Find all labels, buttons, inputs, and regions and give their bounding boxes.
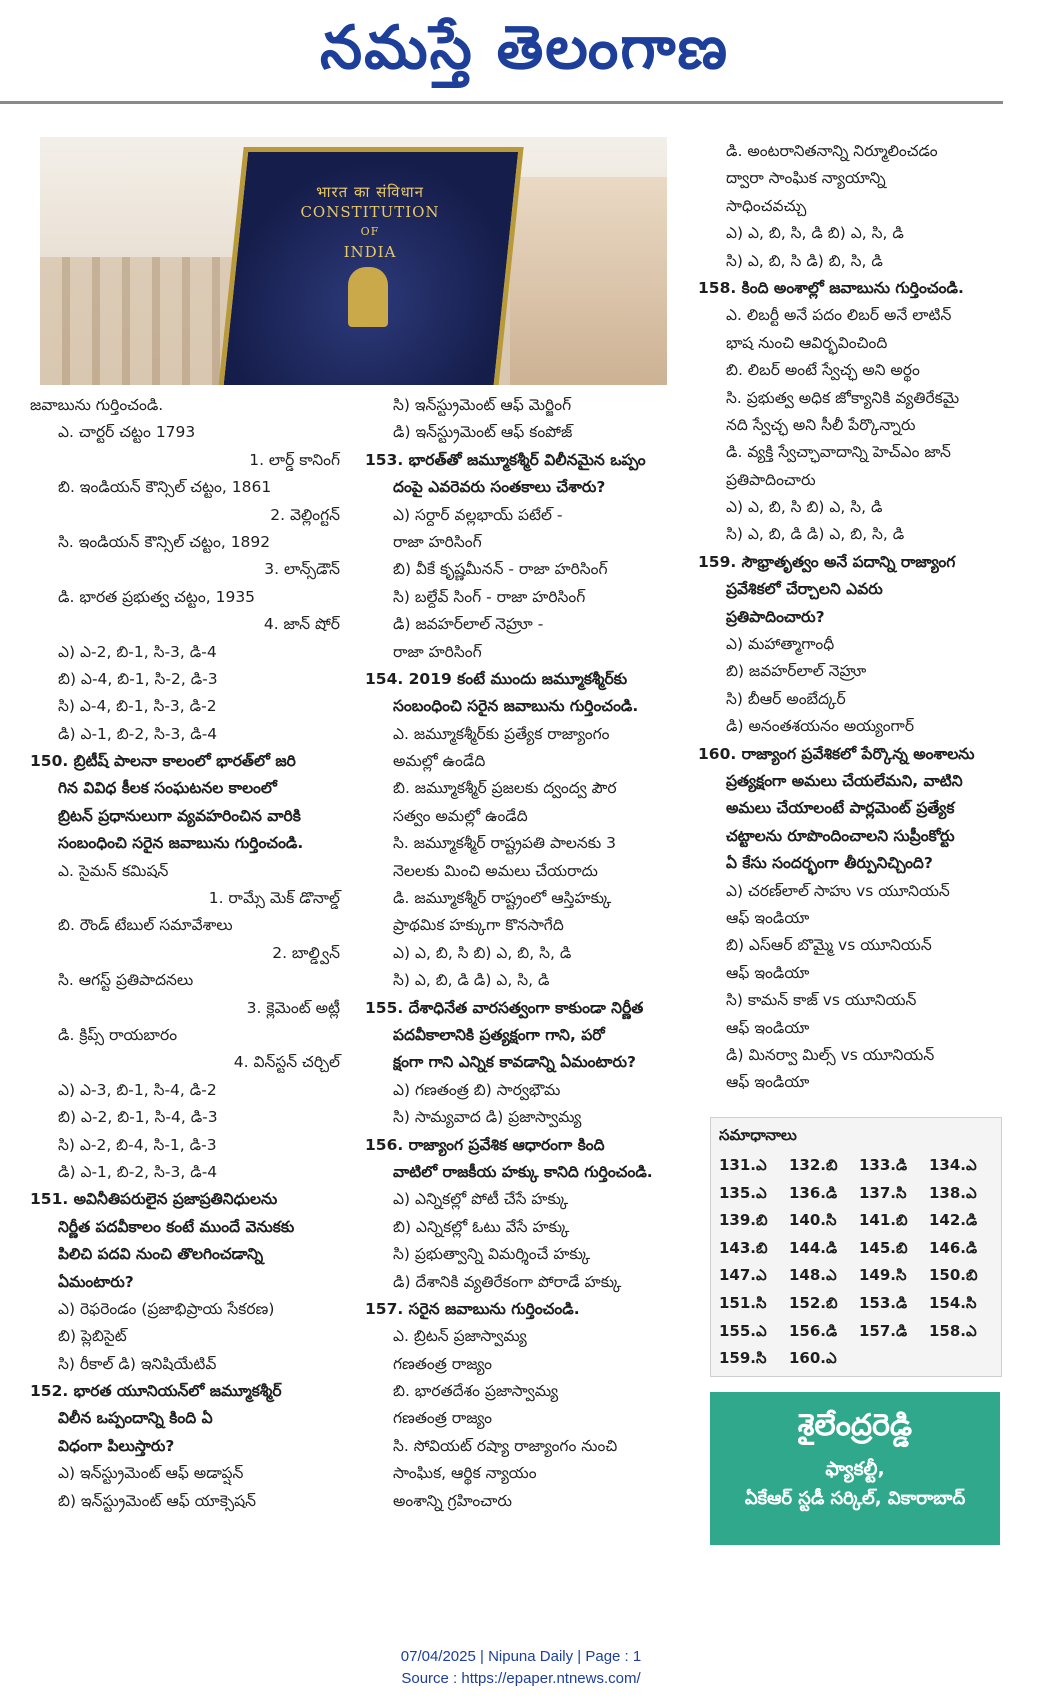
answer-cell: 150.బి (929, 1266, 978, 1285)
answer-cell: 132.బి (789, 1156, 838, 1174)
col1-text-line: సి) ఎ-2, బి-4, సి-1, డి-3 (58, 1135, 217, 1154)
col2-text-line: డి) దేశానికి వ్యతిరేకంగా పోరాడే హక్కు (393, 1272, 622, 1291)
answers-row (719, 1266, 999, 1294)
answer-cell: 139.బి (719, 1211, 768, 1230)
col2-text-line: క్షంగా గాని ఎన్నిక కావడాన్ని ఏమంటారు? (393, 1053, 637, 1072)
book-line-of: OF (360, 225, 380, 238)
masthead-divider (0, 101, 1003, 104)
col1-text-line: ఎ) ఎ-2, బి-1, సి-3, డి-4 (58, 642, 217, 661)
answer-cell: 145.బి (859, 1238, 908, 1257)
col1-text-line: ఏమంటారు? (58, 1272, 134, 1291)
column-3 (698, 138, 1003, 1097)
answers-row (719, 1349, 999, 1377)
col2-text-line: ఎ. జమ్మూకశ్మీర్‌కు ప్రత్యేక రాజ్యాంగం (393, 724, 610, 743)
footer-date-line: 07/04/2025 | Nipuna Daily | Page : 1 (400, 1648, 642, 1665)
parliament-building (510, 177, 667, 385)
answer-cell: 143.బి (719, 1238, 768, 1257)
column-2 (365, 392, 670, 1515)
answer-cell: 147.ఎ (719, 1266, 767, 1285)
col3-text-line: ప్రతిపాదించారు (726, 470, 816, 489)
col1-text-line: ఎ) ఎ-3, బి-1, సి-4, డి-2 (58, 1080, 217, 1099)
constitution-photo (40, 137, 667, 385)
col1-text-line: బి. రౌండ్ టేబుల్ సమావేశాలు (58, 916, 233, 935)
col2-text-line: 157. సరైన జవాబును గుర్తించండి. (365, 1299, 580, 1318)
author-role: ఫ్యాకల్టీ, (825, 1458, 885, 1480)
col1-text-line: విధంగా పిలుస్తారు? (58, 1436, 175, 1455)
col1-text-line: పిలిచి పదవి నుంచి తొలగించడాన్ని (58, 1245, 264, 1264)
col2-text-line: ఎ) ఎన్నికల్లో పోటీ చేసే హక్కు (393, 1190, 569, 1209)
answer-cell: 135.ఎ (719, 1183, 767, 1202)
col1-text-line: డి) ఎ-1, బి-2, సి-3, డి-4 (58, 724, 218, 743)
answer-cell: 149.సి (859, 1266, 907, 1285)
col2-text-line: 154. 2019 కంటే ముందు జమ్మూకశ్మీర్‌కు (365, 669, 628, 688)
col1-text-line: సంబంధించి సరైన జవాబును గుర్తించండి. (58, 834, 304, 853)
col1-text-line: 150. బ్రిటీష్ పాలనా కాలంలో భారత్‌లో జరి (30, 752, 296, 771)
col1-text-line: ఎ) రెఫరెండం (ప్రజాభిప్రాయ సేకరణ) (58, 1299, 275, 1318)
col3-text-line: చట్టాలను రూపొందించాలని సుప్రీంకోర్టు (726, 826, 955, 845)
col2-text-line: డి) జవహర్‌లాల్ నెహ్రూ - (393, 615, 544, 634)
answer-cell: 160.ఎ (789, 1349, 837, 1368)
col3-text-line: ప్రతిపాదించారు? (726, 607, 825, 626)
col3-text-line: ఎ. లిబర్టీ అనే పదం లిబర్ అనే లాటిన్ (726, 306, 952, 325)
col1-text-line: 3. లాన్స్‌డౌన్ (264, 560, 340, 579)
col3-text-line: ఆఫ్ ఇండియా (726, 963, 810, 982)
col3-text-line: ఆఫ్ ఇండియా (726, 908, 810, 927)
answer-cell: 159.సి (719, 1349, 767, 1368)
col3-text-line: ఎ) ఎ, బి, సి, డి బి) ఎ, సి, డి (726, 224, 904, 243)
answer-cell: 136.డి (789, 1183, 838, 1202)
answer-cell: 157.డి (859, 1321, 908, 1340)
col3-text-line: నది స్వేచ్ఛ అని సీలీ పేర్కొన్నారు (726, 415, 916, 434)
col2-text-line: సి) బల్దేవ్ సింగ్ - రాజా హరిసింగ్ (393, 587, 586, 606)
answers-row (719, 1156, 999, 1184)
col3-text-line: ఎ) ఎ, బి, సి బి) ఎ, సి, డి (726, 498, 883, 517)
col2-text-line: సి) ప్రభుత్వాన్ని విమర్శించే హక్కు (393, 1245, 591, 1264)
col2-text-line: ఎ) సర్దార్ వల్లభాయ్ పటేల్ - (393, 505, 563, 524)
col1-text-line: బి. ఇండియన్ కౌన్సిల్ చట్టం, 1861 (58, 478, 272, 497)
answer-cell: 154.సి (929, 1293, 977, 1312)
answer-cell: 133.డి (859, 1156, 908, 1174)
col1-text-line: జవాబును గుర్తించండి. (30, 396, 164, 414)
col3-text-line: సి) బీఆర్ అంబేద్కర్ (726, 689, 846, 708)
col1-text-line: గిన వివిధ కీలక సంఘటనల కాలంలో (58, 779, 277, 798)
col2-text-line: సంబంధించి సరైన జవాబును గుర్తించండి. (393, 697, 639, 716)
col3-text-line: బి) జవహర్‌లాల్ నెహ్రూ (726, 662, 867, 681)
col3-text-line: ద్వారా సాంఘిక న్యాయాన్ని (726, 169, 886, 188)
col2-text-line: సి. జమ్మూకశ్మీర్ రాష్ట్రపతి పాలనకు 3 (393, 834, 617, 853)
col3-text-line: డి. అంటరానితనాన్ని నిర్మూలించడం (726, 142, 938, 160)
book-line-hindi: भारत का संविधान (316, 183, 424, 201)
col1-text-line: డి. భారత ప్రభుత్వ చట్టం, 1935 (58, 587, 256, 606)
answer-cell: 153.డి (859, 1293, 908, 1312)
col1-text-line: బి) ఎ-4, బి-1, సి-2, డి-3 (58, 669, 218, 688)
answer-cell: 141.బి (859, 1211, 908, 1230)
answers-row (719, 1184, 999, 1212)
col3-text-line: సి) ఎ, బి, సి డి) బి, సి, డి (726, 251, 883, 270)
book-line-constitution: CONSTITUTION (300, 203, 440, 221)
answers-row (719, 1211, 999, 1239)
answers-grid (719, 1156, 999, 1377)
col1-text-line: సి) రీకాల్ డి) ఇనిషియేటివ్ (58, 1354, 217, 1373)
col3-text-line: సి) ఎ, బి, డి డి) ఎ, బి, సి, డి (726, 525, 905, 544)
col2-text-line: బి) ఎన్నికల్లో ఓటు వేసే హక్కు (393, 1217, 570, 1236)
col2-text-line: డి. జమ్మూకశ్మీర్ రాష్ట్రంలో ఆస్తిహక్కు (393, 889, 612, 908)
col3-text-line: 158. కింది అంశాల్లో జవాబును గుర్తించండి. (698, 278, 964, 297)
answer-cell: 155.ఎ (719, 1321, 767, 1340)
col1-text-line: డి. క్రిప్స్ రాయబారం (58, 1025, 178, 1044)
col2-text-line: డి) ఇన్‌స్ట్రుమెంట్ ఆఫ్ కంపోజ్ (393, 423, 573, 442)
answer-cell: 142.డి (929, 1211, 978, 1230)
book-cover-text (270, 182, 470, 262)
col2-text-line: 156. రాజ్యాంగ ప్రవేశిక ఆధారంగా కింది (365, 1135, 605, 1154)
col2-text-line: బి) వీకే కృష్ణమీనన్ - రాజా హరిసింగ్ (393, 560, 608, 579)
col2-text-line: నెలలకు మించి అమలు చేయరాదు (393, 861, 598, 880)
col1-text-line: 1. రామ్సే మెక్ డొనాల్డ్ (208, 889, 340, 908)
col2-text-line: ప్రాథమిక హక్కుగా కొనసాగేది (393, 916, 564, 935)
col1-text-line: విలీన ఒప్పందాన్ని కింది ఏ (58, 1409, 213, 1428)
col2-text-line: ఎ) గణతంత్ర బి) సార్వభౌమ (393, 1080, 561, 1099)
national-emblem-icon (348, 267, 388, 327)
col1-text-line: 1. లార్డ్ కానింగ్ (249, 450, 340, 469)
col3-text-line: ఎ) చరణ్‌లాల్ సాహు vs యూనియన్ (726, 881, 950, 900)
col2-text-line: 155. దేశాధినేత వారసత్వంగా కాకుండా నిర్ణీత (365, 998, 644, 1017)
col3-text-line: ఎ) మహాత్మాగాంధీ (726, 635, 835, 654)
col1-text-line: 4. జాన్ షోర్ (263, 615, 340, 634)
col2-text-line: రాజా హరిసింగ్ (393, 642, 482, 661)
col3-text-line: ఏ కేసు సందర్భంగా తీర్పునిచ్చింది? (726, 854, 933, 873)
col1-text-line: ఎ. సైమన్ కమిషన్ (58, 861, 169, 880)
answer-cell: 151.సి (719, 1293, 767, 1312)
page-footer (0, 1646, 1042, 1690)
col1-text-line: నిర్ణీత పదవీకాలం కంటే ముందే వెనుకకు (58, 1217, 295, 1236)
col2-text-line: సత్వం అమల్లో ఉండేది (393, 806, 528, 825)
answers-row (719, 1294, 999, 1322)
answers-row (719, 1239, 999, 1267)
col1-text-line: ఎ. చార్టర్ చట్టం 1793 (58, 423, 196, 442)
col2-text-line: అంశాన్ని గ్రహించారు (393, 1491, 512, 1510)
col2-text-line: వాటిలో రాజకీయ హక్కు కానిది గుర్తించండి. (393, 1162, 653, 1181)
answer-cell: 146.డి (929, 1238, 978, 1257)
masthead (0, 0, 1042, 105)
col2-text-line: ఎ) ఎ, బి, సి బి) ఎ, బి, సి, డి (393, 943, 572, 962)
col2-text-line: రాజా హరిసింగ్ (393, 532, 482, 551)
col3-text-line: 159. సౌభ్రాతృత్వం అనే పదాన్ని రాజ్యాంగ (698, 552, 956, 571)
col1-text-line: బి) ఎ-2, బి-1, సి-4, డి-3 (58, 1108, 218, 1127)
col2-text-line: సి) ఎ, బి, డి డి) ఎ, సి, డి (393, 971, 550, 990)
column-1 (30, 392, 340, 1515)
col1-text-line: 2. వెల్లింగ్టన్ (270, 505, 340, 524)
col1-text-line: 152. భారత యూనియన్‌లో జమ్మూకశ్మీర్ (30, 1382, 282, 1401)
col2-text-line: సి. సోవియట్ రష్యా రాజ్యాంగం నుంచి (393, 1436, 618, 1455)
col2-text-line: సి) సామ్యవాద డి) ప్రజాస్వామ్య (393, 1108, 582, 1127)
col1-text-line: సి. ఇండియన్ కౌన్సిల్ చట్టం, 1892 (58, 532, 271, 551)
col3-text-line: భాష నుంచి ఆవిర్భవించింది (726, 333, 888, 352)
col3-text-line: ఆఫ్ ఇండియా (726, 1073, 810, 1092)
answers-row (719, 1322, 999, 1350)
answer-cell: 137.సి (859, 1183, 907, 1202)
col1-text-line: బ్రిటన్ ప్రధానులుగా వ్యవహరించిన వారికి (58, 806, 301, 825)
col1-text-line: బి) ఇన్‌స్ట్రుమెంట్ ఆఫ్ యాక్సెషన్ (58, 1491, 257, 1510)
col3-text-line: బి) ఎస్ఆర్ బొమ్మై vs యూనియన్ (726, 936, 932, 955)
answer-cell: 138.ఎ (929, 1183, 977, 1202)
col3-text-line: సాధించవచ్చు (726, 196, 807, 215)
answers-heading: సమాధానాలు (719, 1126, 797, 1144)
col2-text-line: అమల్లో ఉండేది (393, 752, 486, 771)
col3-text-line: ఆఫ్ ఇండియా (726, 1018, 810, 1037)
book-line-india: INDIA (343, 243, 397, 261)
col1-text-line: 151. అవినీతిపరులైన ప్రజాప్రతినిధులను (30, 1190, 278, 1209)
col3-text-line: సి) కామన్ కాజ్ vs యూనియన్ (726, 991, 917, 1010)
answer-cell: 140.సి (789, 1211, 837, 1230)
col3-text-line: డి) అనంతశయనం అయ్యంగార్ (726, 717, 915, 736)
col1-text-line: ఎ) ఇన్‌స్ట్రుమెంట్ ఆఫ్ అడాప్షన్ (58, 1464, 244, 1483)
footer-source-line: Source : https://epaper.ntnews.com/ (401, 1670, 641, 1687)
answer-cell: 152.బి (789, 1293, 838, 1312)
col2-text-line: ఎ. బ్రిటన్ ప్రజాస్వామ్య (393, 1327, 527, 1346)
col3-text-line: సి. ప్రభుత్వ అధిక జోక్యానికి వ్యతిరేకమై (726, 388, 960, 407)
col2-text-line: బి. భారతదేశం ప్రజాస్వామ్య (393, 1382, 559, 1401)
col2-text-line: గణతంత్ర రాజ్యం (393, 1409, 492, 1428)
author-org: ఏకేఆర్ స్టడీ సర్కిల్, వికారాబాద్ (744, 1488, 966, 1509)
col1-text-line: సి) ఎ-4, బి-1, సి-3, డి-2 (58, 697, 217, 716)
answer-cell: 156.డి (789, 1321, 838, 1340)
answers-box (710, 1117, 1002, 1377)
newspaper-title: నమస్తే తెలంగాణ (320, 13, 730, 83)
col2-text-line: 153. భారత్‌తో జమ్మూకశ్మీర్ విలీనమైన ఒప్పం (365, 450, 646, 469)
col3-text-line: అమలు చేయాలంటే పార్లమెంట్ ప్రత్యేక (726, 799, 955, 818)
col3-text-line: ప్రవేశికలో చేర్చాలని ఎవరు (726, 580, 883, 599)
answer-cell: 134.ఎ (929, 1156, 977, 1174)
col1-text-line: 2. బాల్డ్విన్ (272, 943, 340, 962)
col2-text-line: సి) ఇన్‌స్ట్రుమెంట్ ఆఫ్ మెర్జింగ్ (393, 396, 572, 414)
col1-text-line: బి) ప్లెబిసైట్ (58, 1327, 127, 1346)
col1-text-line: డి) ఎ-1, బి-2, సి-3, డి-4 (58, 1162, 218, 1181)
author-box (710, 1392, 1000, 1545)
col1-text-line: 4. విన్‌స్టన్ చర్చిల్ (233, 1053, 340, 1072)
col2-text-line: బి. జమ్మూకశ్మీర్ ప్రజలకు ద్వంద్వ పౌర (393, 779, 617, 798)
col2-text-line: సాంఘిక, ఆర్థిక న్యాయం (393, 1464, 537, 1483)
col3-text-line: 160. రాజ్యాంగ ప్రవేశికలో పేర్కొన్న అంశాలను (698, 744, 975, 763)
col1-text-line: సి. ఆగస్ట్ ప్రతిపాదనలు (58, 971, 194, 990)
answer-cell: 148.ఎ (789, 1266, 837, 1285)
col2-text-line: పదవీకాలానికి ప్రత్యక్షంగా గాని, పరో (393, 1025, 605, 1044)
author-name: శైలేంద్రరెడ్డి (797, 1408, 913, 1443)
col3-text-line: బి. లిబర్ అంటే స్వేచ్ఛ అని అర్థం (726, 361, 920, 380)
col2-text-line: దంపై ఎవరెవరు సంతకాలు చేశారు? (393, 478, 606, 497)
col3-text-line: డి. వ్యక్తి స్వేచ్ఛావాదాన్ని హెచ్ఎం జాన్ (726, 443, 951, 462)
col1-text-line: 3. క్లెమెంట్ అట్లీ (246, 998, 340, 1017)
answer-cell: 144.డి (789, 1238, 838, 1257)
col3-text-line: ప్రత్యక్షంగా అమలు చేయలేమని, వాటిని (726, 771, 963, 790)
answer-cell: 158.ఎ (929, 1321, 977, 1340)
answer-cell: 131.ఎ (719, 1156, 767, 1174)
col2-text-line: గణతంత్ర రాజ్యం (393, 1354, 492, 1373)
col3-text-line: డి) మినర్వా మిల్స్ vs యూనియన్ (726, 1045, 935, 1064)
